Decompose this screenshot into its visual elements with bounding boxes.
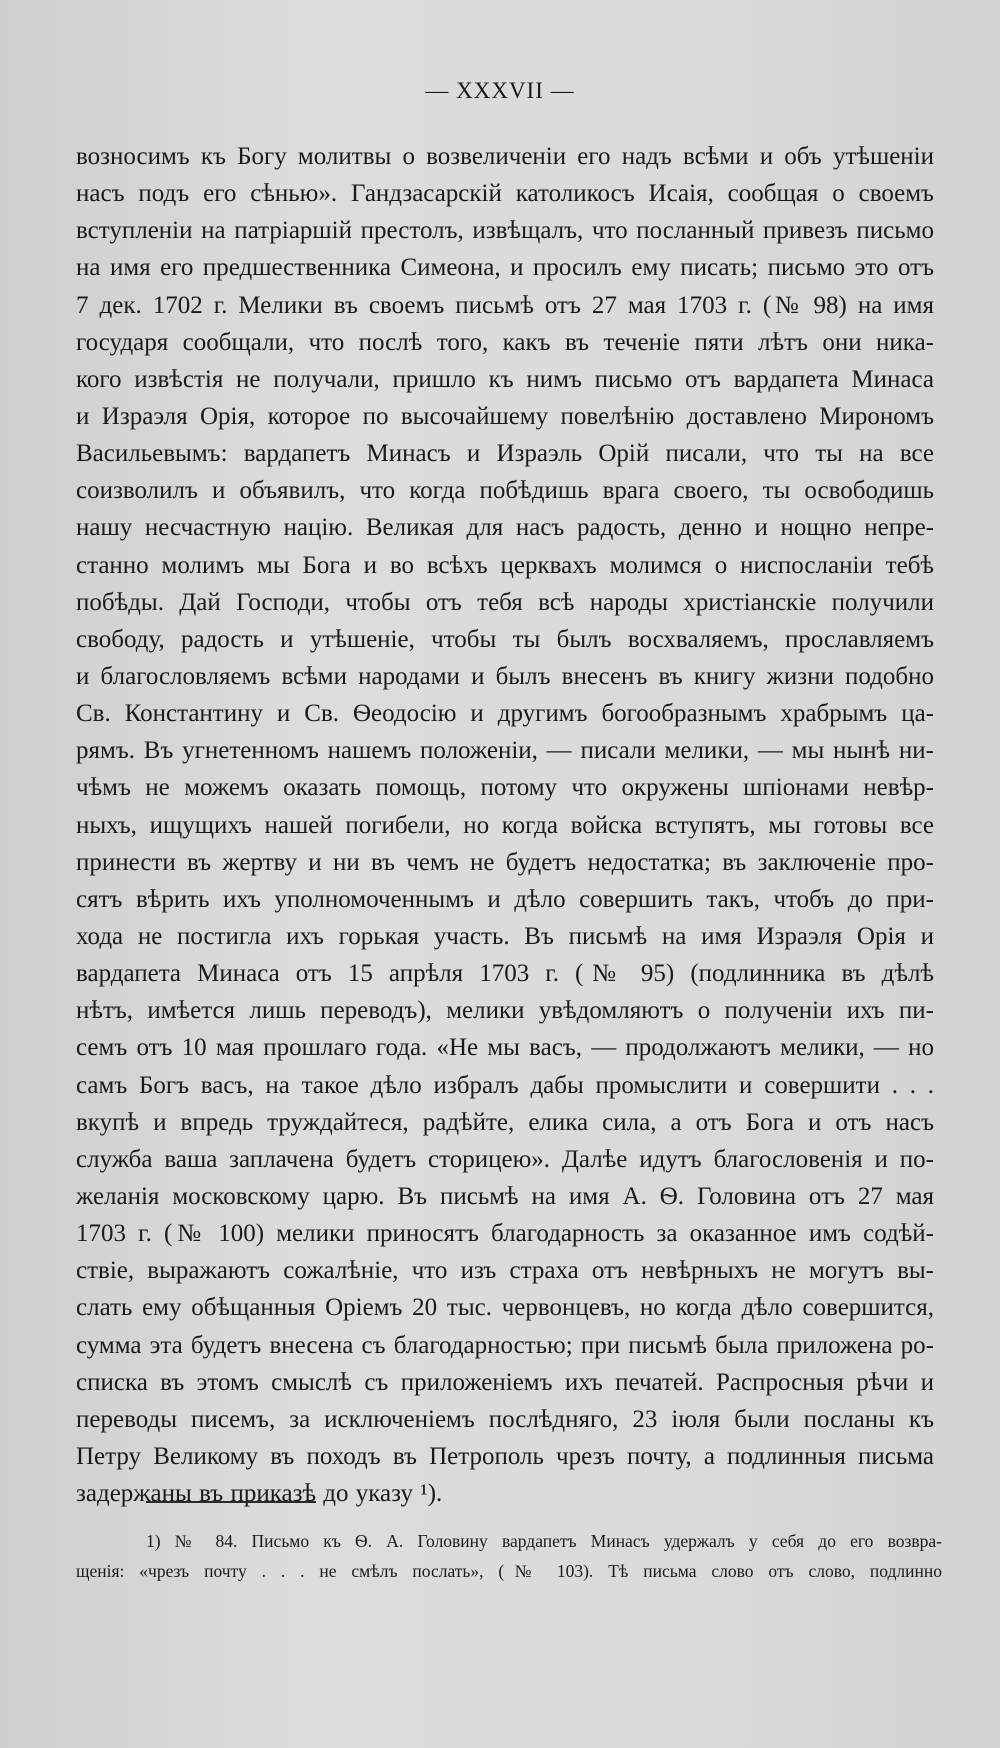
text-line: самъ Богъ васъ, на такое дѣло избралъ дабы промыслити и совершити . . . (76, 1071, 934, 1099)
text-line: на имя его предшественника Симеона, и просилъ ему писать; письмо это отъ (76, 254, 934, 282)
text-line: Васильевымъ: вардапетъ Минасъ и Израэль Орій писали, что ты на все (76, 440, 934, 468)
footnote-divider (146, 1501, 316, 1503)
text-line: кого извѣстія не получали, пришло къ нимъ письмо отъ вардапета Минаса (76, 365, 934, 393)
text-line: соизволилъ и объявилъ, что когда побѣдишь врага своего, ты освободишь (76, 477, 934, 505)
text-line: нѣтъ, имѣется лишь переводъ), мелики увѣдомляютъ о полученіи ихъ пи- (76, 997, 934, 1025)
text-line: свободу, радость и утѣшеніе, чтобы ты былъ восхваляемъ, прославляемъ (76, 625, 934, 653)
text-line: насъ подъ его сѣнью». Гандзасарскій католикосъ Исаія, сообщая о своемъ (76, 180, 934, 208)
text-line: Св. Константину и Св. Ѳеодосію и другимъ богообразнымъ храбрымъ ца- (76, 700, 934, 728)
text-line: вступленіи на патріаршій престолъ, извѣщалъ, что посланный привезъ письмо (76, 217, 934, 245)
text-line: нашу несчастную націю. Великая для насъ радость, денно и нощно непре- (76, 514, 934, 542)
text-line: государя сообщали, что послѣ того, какъ въ теченіе пяти лѣтъ они ника- (76, 328, 934, 356)
text-line: Петру Великому въ походъ въ Петрополь чрезъ почту, а подлинныя письма (76, 1442, 934, 1470)
text-line: служба ваша заплачена будетъ сторицею». Далѣе идутъ благословенія и по- (76, 1145, 934, 1173)
text-line: списка въ этомъ смыслѣ съ приложеніемъ ихъ печатей. Распросныя рѣчи и (76, 1368, 934, 1396)
text-line: и благословляемъ всѣми народами и былъ внесенъ въ книгу жизни подобно (76, 662, 934, 690)
footnote-line: щенія: «чрезъ почту . . . не смѣлъ послать», (№ 103). Тѣ письма слово отъ слово, подлинно (76, 1561, 942, 1581)
text-line: вкупѣ и впредь труждайтеся, радѣйте, елика сила, а отъ Бога и отъ насъ (76, 1108, 934, 1136)
text-line: побѣды. Дай Господи, чтобы отъ тебя всѣ народы христіанскіе получили (76, 588, 934, 616)
text-line: переводы писемъ, за исключеніемъ послѣдняго, 23 іюля были посланы къ (76, 1405, 934, 1433)
text-line: 1703 г. (№ 100) мелики приносятъ благодарность за оказанное имъ содѣй- (76, 1220, 934, 1248)
text-line: слать ему обѣщанныя Оріемъ 20 тыс. червонцевъ, но когда дѣло совершится, (76, 1294, 934, 1322)
text-line: рямъ. Въ угнетенномъ нашемъ положеніи, — писали мелики, — мы нынѣ ни- (76, 737, 934, 765)
page-number-header: — XXXVII — (425, 78, 575, 103)
text-line: ныхъ, ищущихъ нашей погибели, но когда войска вступятъ, мы готовы все (76, 811, 934, 839)
text-line: принести въ жертву и ни въ чемъ не будетъ недостатка; въ заключеніе про- (76, 848, 934, 876)
text-line: сумма эта будетъ внесена съ благодарностью; при письмѣ была приложена ро- (76, 1331, 934, 1359)
footnote-line: 1) № 84. Письмо къ Ѳ. А. Головину вардапетъ Минасъ удержалъ у себя до его возвра- (146, 1531, 942, 1551)
text-line: ствіе, выражаютъ сожалѣніе, что изъ страха отъ невѣрныхъ не могутъ вы- (76, 1257, 934, 1285)
text-line: вардапета Минаса отъ 15 апрѣля 1703 г. (№ 95) (подлинника въ дѣлѣ (76, 960, 934, 988)
main-text (76, 138, 934, 1512)
text-line: задержаны въ приказѣ до указу ¹). (76, 1480, 443, 1508)
text-line: чѣмъ не можемъ оказать помощь, потому что окружены шпіонами невѣр- (76, 774, 934, 802)
text-line: хода не постигла ихъ горькая участь. Въ письмѣ на имя Израэля Орія и (76, 922, 934, 950)
text-line: сятъ вѣрить ихъ уполномоченнымъ и дѣло совершить такъ, чтобъ до при- (76, 885, 934, 913)
text-line: и Израэля Орія, которое по высочайшему повелѣнію доставлено Мирономъ (76, 402, 934, 430)
text-line: 7 дек. 1702 г. Мелики въ своемъ письмѣ отъ 27 мая 1703 г. (№ 98) на имя (76, 291, 934, 319)
footnotes (76, 1526, 942, 1586)
text-line: семъ отъ 10 мая прошлаго года. «Не мы васъ, — продолжаютъ мелики, — но (76, 1034, 934, 1062)
text-line: станно молимъ мы Бога и во всѣхъ церквахъ молимся о ниспосланіи тебѣ (76, 551, 934, 579)
text-line: желанія московскому царю. Въ письмѣ на имя А. Ѳ. Головина отъ 27 мая (76, 1182, 934, 1210)
text-line: возносимъ къ Богу молитвы о возвеличеніи его надъ всѣми и объ утѣшеніи (76, 143, 934, 170)
